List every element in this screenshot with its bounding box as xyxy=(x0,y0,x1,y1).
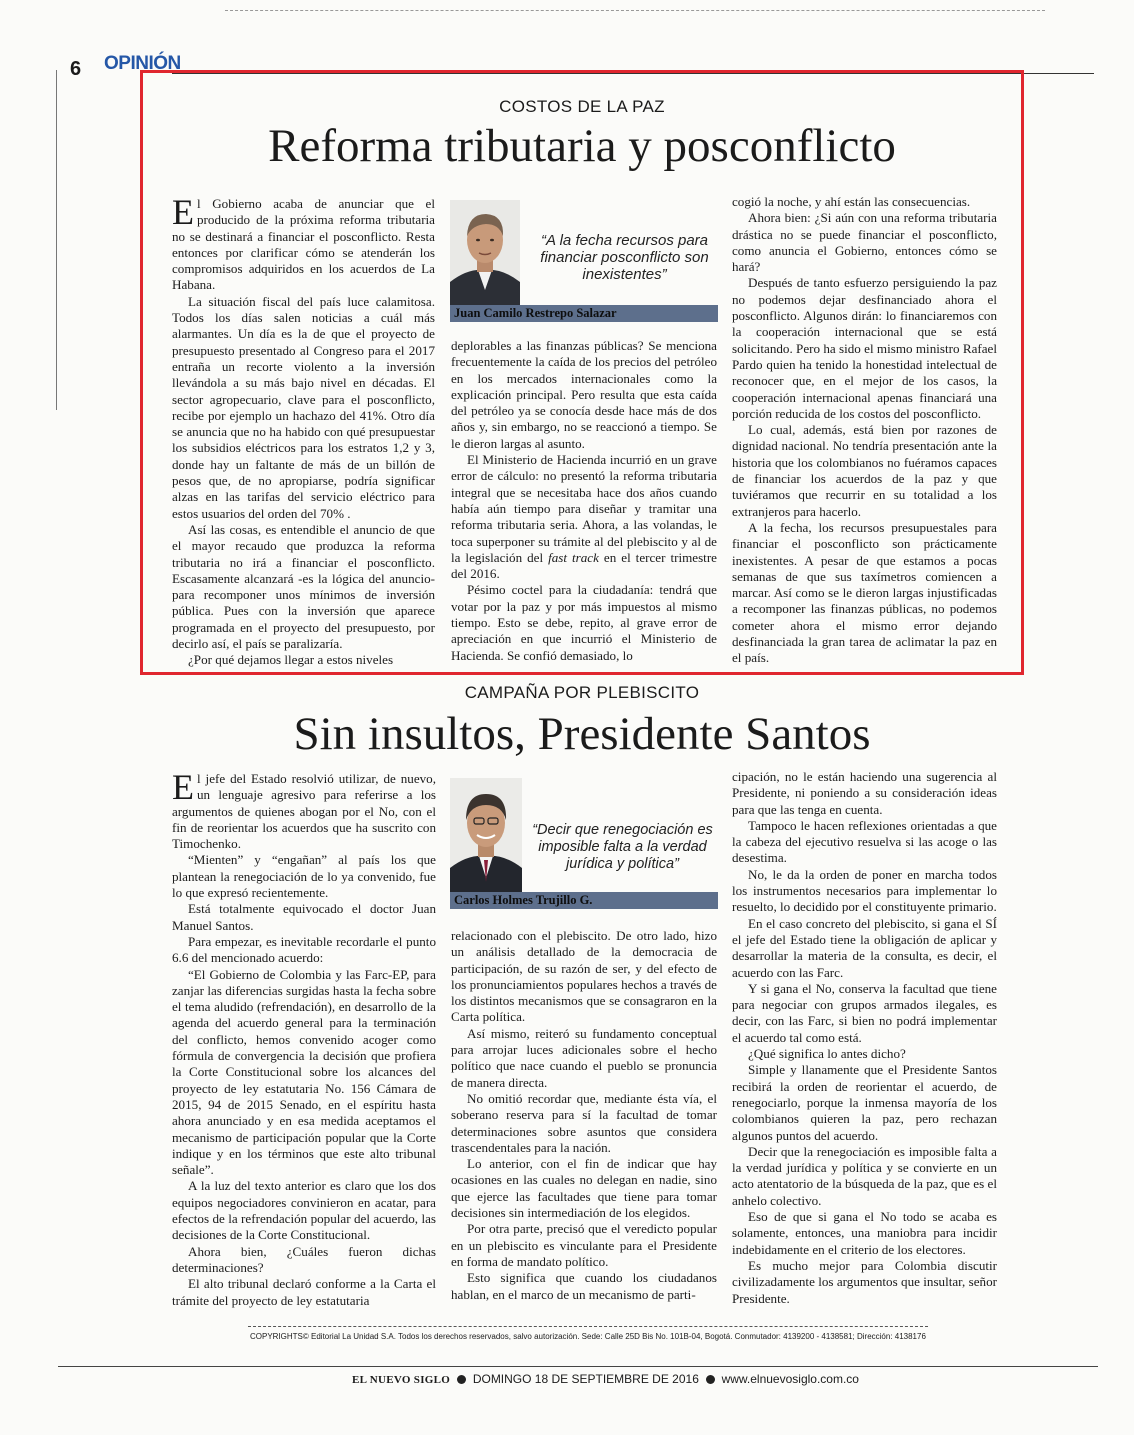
paragraph: Por otra parte, precisó que el veredicto popular en un plebiscito es vinculante para el Presidente en forma de mandato político. xyxy=(451,1221,717,1269)
paragraph: ¿Qué significa lo antes dicho? xyxy=(748,1046,906,1062)
paragraph: El Ministerio de Hacienda incurrió en un grave error de cálculo: no presentó la reforma tributaria integral que se necesitaba hace dos años cuando había aún tiempo para diseñar y tramitar una reforma tributaria seria. Ahora, a las volandas, le toca superponer su trámite al del plebiscito y al de la legislación del xyxy=(451,452,717,565)
paragraph: deplorables a las finanzas públicas? Se menciona frecuentemente la caída de los precios del petróleo en los mercados internacionales como la explicación principal. Pero resulta que esta caída del petróleo ya se conocía desde hace más de dos años y, sin embargo, no se reaccionó a tiempo. Se le dieron largas al asunto. xyxy=(451,338,717,451)
author-name: Juan Camilo Restrepo Salazar xyxy=(450,305,718,322)
paragraph: En el caso concreto del plebiscito, si gana el SÍ el jefe del Estado tiene la obligación de aplicar y desarrollar la materia de la consulta, es decir, el acuerdo con las Farc. xyxy=(732,915,997,980)
article2-column-3 xyxy=(732,769,997,1307)
copyright-line: COPYRIGHTS© Editorial La Unidad S.A. Todos los derechos reservados, salvo autorización. Sede: Calle 25D Bis No. 101B-04, Bogotá. Conmutador: 4139200 - 4138581; Dirección: 4138176 xyxy=(250,1332,926,1341)
article1-column-2 xyxy=(451,338,717,664)
author-photo xyxy=(450,200,520,305)
paragraph: A la luz del texto anterior es claro que los dos equipos negociadores convinieron en acatar, para efectos de la refrendación popular del acuerdo, las decisiones de la Corte Constitucional. xyxy=(172,1178,436,1243)
page-number: 6 xyxy=(70,58,82,80)
paragraph: Simple y llanamente que el Presidente Santos recibirá la orden de reorientar el acuerdo, de renegociarlo, porque la inmensa mayoría de los colombianos quieren la paz, pero rechazan algunos puntos del acuerdo. xyxy=(732,1062,997,1143)
author-name: Carlos Holmes Trujillo G. xyxy=(450,892,718,909)
paragraph: La situación fiscal del país luce calamitosa. Todos los días salen noticias a cuál más alarmantes. Un día es la de que el proyecto de presupuesto presentado al Congreso para el 2017 entraña un recorte violento a la inversión llevándola a su más bajo nivel en décadas. El sector agropecuario, clave para el posconflicto, recibe por ejemplo un hachazo del 41%. Otro día se anuncia que no ha habido con qué presupuestar los subsidios eléctricos para los estratos 1,2 y 3, donde hay un faltante de más de un billón de pesos que, de no apropiarse, podría significar alzas en las tarifas del servicio eléctrico para estos usuarios del orden del 70% . xyxy=(172,293,435,521)
paragraph: Después de tanto esfuerzo persiguiendo la paz no podemos dejar desfinanciado ahora el posconflicto. Algunos dirán: lo financiaremos con la cooperación internacional que se está solicitando. Pero ha sido el mismo ministro Rafael Pardo quien ha tenido la honestidad intelectual de reconocer que, en el mejor de los casos, la cooperación internacional apenas financiará una porción reducida de los costos del posconflicto. xyxy=(732,275,997,421)
paragraph-end: en el tercer trimestre del 2016. xyxy=(451,549,717,582)
paragraph: Así mismo, reiteró su fundamento conceptual para arrojar luces adicionales sobre el hecho político que nace cuando el pueblo se pronuncia de manera directa. xyxy=(451,1025,717,1090)
article1-column-3 xyxy=(732,194,997,667)
footer-bar xyxy=(352,1372,859,1386)
pull-quote: “Decir que renegociación es imposible falta a la verdad jurídica y política” xyxy=(532,822,713,872)
article1-kicker: COSTOS DE LA PAZ xyxy=(499,97,665,116)
paragraph: Es mucho mejor para Colombia discutir civilizadamente los argumentos que insultar, señor Presidente. xyxy=(732,1257,997,1306)
footer-brand: EL NUEVO SIGLO xyxy=(352,1374,451,1386)
paragraph: Eso de que si gana el No todo se acaba es solamente, entonces, una maniobra para incidir indebidamente en el criterio de los electores. xyxy=(732,1209,997,1257)
dropcap: E xyxy=(172,192,194,232)
italic-term: fast track xyxy=(548,549,599,565)
paragraph: Tampoco le hacen reflexiones orientadas a que la cabeza del ejecutivo resuelva si las acoge o las desestima. xyxy=(732,817,997,866)
paragraph: No omitió recordar que, mediante ésta vía, el soberano reserva para sí la facultad de tomar determinaciones sobre asuntos que considera trascendentales para la nación. xyxy=(451,1090,717,1155)
paragraph: Así las cosas, es entendible el anuncio de que el mayor recaudo que produzca la reforma tributaria no irá a financiar el posconflicto. Escasamente alcanzará -es la lógica del anuncio- para recomponer unos mínimos de inversión pública. Pues con la inversión que aparece programada en el proyecto del presupuesto, por decirlo así, el país se paralizaría. xyxy=(172,521,435,652)
dropcap: E xyxy=(172,767,194,807)
paragraph: Para empezar, es inevitable recordarle el punto 6.6 del mencionado acuerdo: xyxy=(172,933,436,966)
paragraph: Y si gana el No, conserva la facultad que tiene para negociar con grupos armados ilegales, es decir, con las Farc, si bien no podrá implementar el acuerdo tal como está. xyxy=(732,980,997,1045)
bullet-icon xyxy=(706,1375,715,1384)
paragraph: l jefe del Estado resolvió utilizar, de nuevo, un lenguaje agresivo para referirse a los argumentos de quienes abogan por el No, con el fin de reorientar los acuerdos que ha suscrito con Timochenko. xyxy=(172,771,436,852)
paragraph: Pésimo coctel para la ciudadanía: tendrá que votar por la paz y por más impuestos al mismo tiempo. Esto se debe, repito, al grave error de apreciación en que incurrió el Ministerio de Hacienda. Se confió demasiado, lo xyxy=(451,582,717,663)
article1-column-1 xyxy=(172,192,435,669)
article2-title: Sin insultos, Presidente Santos xyxy=(293,708,871,760)
paragraph: Ahora bien, ¿Cuáles fueron dichas determinaciones? xyxy=(172,1243,436,1275)
footer-rule xyxy=(58,1366,1098,1367)
paragraph: Ahora bien: ¿Si aún con una reforma tributaria drástica no se puede financiar el posconflicto, como anuncia el Gobierno, entonces cómo se hará? xyxy=(732,210,997,275)
paragraph: Lo anterior, con el fin de indicar que hay ocasiones en las cuales no delegan en nadie, sino que ejerce las facultades que tiene para tomar decisiones sin intermediación de los elegidos. xyxy=(451,1156,717,1221)
footer-url: www.elnuevosiglo.com.co xyxy=(721,1372,859,1386)
paragraph: “El Gobierno de Colombia y las Farc-EP, para zanjar las diferencias surgidas hasta la fecha sobre el tema aludido (refrendación), en desarrollo de la agenda del acuerdo general para la terminación del conflicto, hemos convenido acoger como fórmula de convergencia la decisión que profiera la Corte Constitucional sobre los alcances del proyecto de ley estatutaria No. 156 Cámara de 2015, 94 de 2015 Senado, en el espíritu hasta ahora anunciado y en esa medida aceptamos el mecanismo de participación popular que la Corte indique y en los términos que este alto tribunal señale”. xyxy=(172,966,436,1178)
paragraph: Lo cual, además, está bien por razones de dignidad nacional. No tendría presentación ante la historia que los colombianos no fuéramos capaces de financiar los acuerdos de la paz y que tuviéramos que recurrir en su totalidad a los extranjeros para hacerlo. xyxy=(732,422,997,519)
paragraph: l Gobierno acaba de anunciar que el producido de la próxima reforma tributaria no se destinará a financiar el posconflicto. Resta entonces por clarificar cómo se atenderán los compromisos adquiridos en los acuerdos de La Habana. xyxy=(172,196,435,293)
paragraph: ¿Por qué dejamos llegar a estos niveles xyxy=(188,652,394,668)
paragraph: No, le da la orden de poner en marcha todos los instrumentos necesarios para implementar lo resuelto, lo decidido por el constituyente primario. xyxy=(732,866,997,915)
copyright-rule xyxy=(248,1326,928,1327)
paragraph: Esto significa que cuando los ciudadanos hablan, en el marco de un mecanismo de parti- xyxy=(451,1270,717,1302)
author-photo xyxy=(450,778,522,893)
paragraph: cogió la noche, y ahí están las consecuencias. xyxy=(732,194,971,209)
paragraph: Decir que la renegociación es imposible falta a la verdad jurídica y política y se convierte en un acto atentatorio de la búsqueda de la paz, que es el anhelo colectivo. xyxy=(732,1143,997,1208)
paragraph: relacionado con el plebiscito. De otro lado, hizo un análisis detallado de la democracia de participación, de su razón de ser, y del efecto de los pronunciamientos populares hechos a través de los distintos mecanismos que se consagraron en la Carta política. xyxy=(451,928,717,1025)
scan-dashed-line xyxy=(225,10,1045,11)
bullet-icon xyxy=(457,1375,466,1384)
left-margin-rule xyxy=(56,70,57,410)
paragraph: A la fecha, los recursos presupuestales para financiar el posconflicto son prácticamente inexistentes. A pesar de que estamos a pocas semanas de que sus taxímetros comiencen a marcar. Así como se le dieron largas injustificadas a recomponer las finanzas públicas, no podemos cometer ahora el mismo error dejando desfinanciada la gran tarea de aclimatar la paz en el país. xyxy=(732,519,997,666)
paragraph: Está totalmente equivocado el doctor Juan Manuel Santos. xyxy=(172,901,436,933)
paragraph: cipación, no le están haciendo una sugerencia al Presidente, ni poniendo a su consideración ideas para que las tenga en cuenta. xyxy=(732,769,997,817)
paragraph: “Mienten” y “engañan” al país los que plantean la renegociación de lo ya convenido, fue lo que expresó recientemente. xyxy=(172,852,436,901)
article1-title: Reforma tributaria y posconflicto xyxy=(268,120,896,172)
paragraph: El alto tribunal declaró conforme a la Carta el trámite del proyecto de ley estatutaria xyxy=(172,1276,436,1308)
article2-column-2 xyxy=(451,928,717,1303)
section-label: OPINIÓN xyxy=(104,53,181,74)
pull-quote: “A la fecha recursos para financiar posconflicto son inexistentes” xyxy=(540,232,709,283)
article2-column-1 xyxy=(172,767,436,1309)
footer-date: DOMINGO 18 DE SEPTIEMBRE DE 2016 xyxy=(472,1372,699,1386)
article2-kicker: CAMPAÑA POR PLEBISCITO xyxy=(464,683,700,702)
